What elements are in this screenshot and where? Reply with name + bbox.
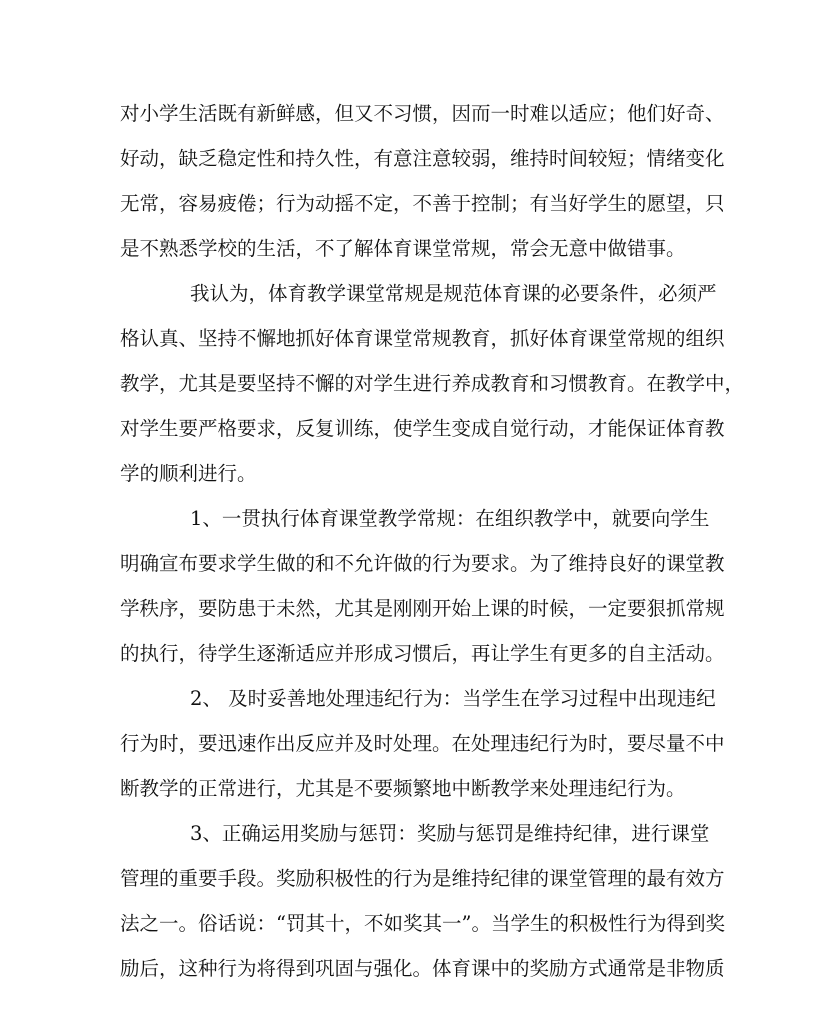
paragraph-line: 的执行，待学生逐渐适应并形成习惯后，再让学生有更多的自主活动。 [120, 642, 725, 665]
paragraph-line: 学秩序，要防患于未然，尤其是刚刚开始上课的时候，一定要狠抓常规 [120, 597, 725, 620]
paragraph-line: 格认真、坚持不懈地抓好体育课堂常规教育，抓好体育课堂常规的组织 [120, 327, 725, 350]
paragraph-line: 2、 及时妥善地处理违纪行为：当学生在学习过程中出现违纪 [190, 687, 716, 710]
paragraph-line: 管理的重要手段。奖励积极性的行为是维持纪律的课堂管理的最有效方 [120, 867, 725, 890]
paragraph-line: 明确宣布要求学生做的和不允许做的行为要求。为了维持良好的课堂教 [120, 552, 725, 575]
paragraph-line: 教学，尤其是要坚持不懈的对学生进行养成教育和习惯教育。在教学中， [120, 372, 745, 395]
paragraph-line: 我认为，体育教学课堂常规是规范体育课的必要条件，必须严 [190, 282, 717, 305]
paragraph-line: 学的顺利进行。 [120, 462, 257, 485]
paragraph-line: 是不熟悉学校的生活，不了解体育课堂常规，常会无意中做错事。 [120, 237, 686, 260]
paragraph-line: 断教学的正常进行，尤其是不要频繁地中断教学来处理违纪行为。 [120, 777, 686, 800]
paragraph-line: 好动，缺乏稳定性和持久性，有意注意较弱，维持时间较短；情绪变化 [120, 147, 725, 170]
paragraph-line: 无常，容易疲倦；行为动摇不定，不善于控制；有当好学生的愿望，只 [120, 192, 725, 215]
paragraph-line: 励后，这种行为将得到巩固与强化。体育课中的奖励方式通常是非物质 [120, 957, 725, 980]
paragraph-line: 1、一贯执行体育课堂教学常规：在组织教学中，就要向学生 [190, 507, 710, 530]
paragraph-line: 对小学生活既有新鲜感，但又不习惯，因而一时难以适应；他们好奇、 [120, 102, 725, 125]
paragraph-line: 行为时，要迅速作出反应并及时处理。在处理违纪行为时，要尽量不中 [120, 732, 725, 755]
paragraph-line: 3、正确运用奖励与惩罚：奖励与惩罚是维持纪律，进行课堂 [190, 822, 710, 845]
paragraph-line: 对学生要严格要求，反复训练，使学生变成自觉行动，才能保证体育教 [120, 417, 725, 440]
paragraph-line: 法之一。俗话说：“罚其十，不如奖其一”。当学生的积极性行为得到奖 [120, 912, 725, 935]
